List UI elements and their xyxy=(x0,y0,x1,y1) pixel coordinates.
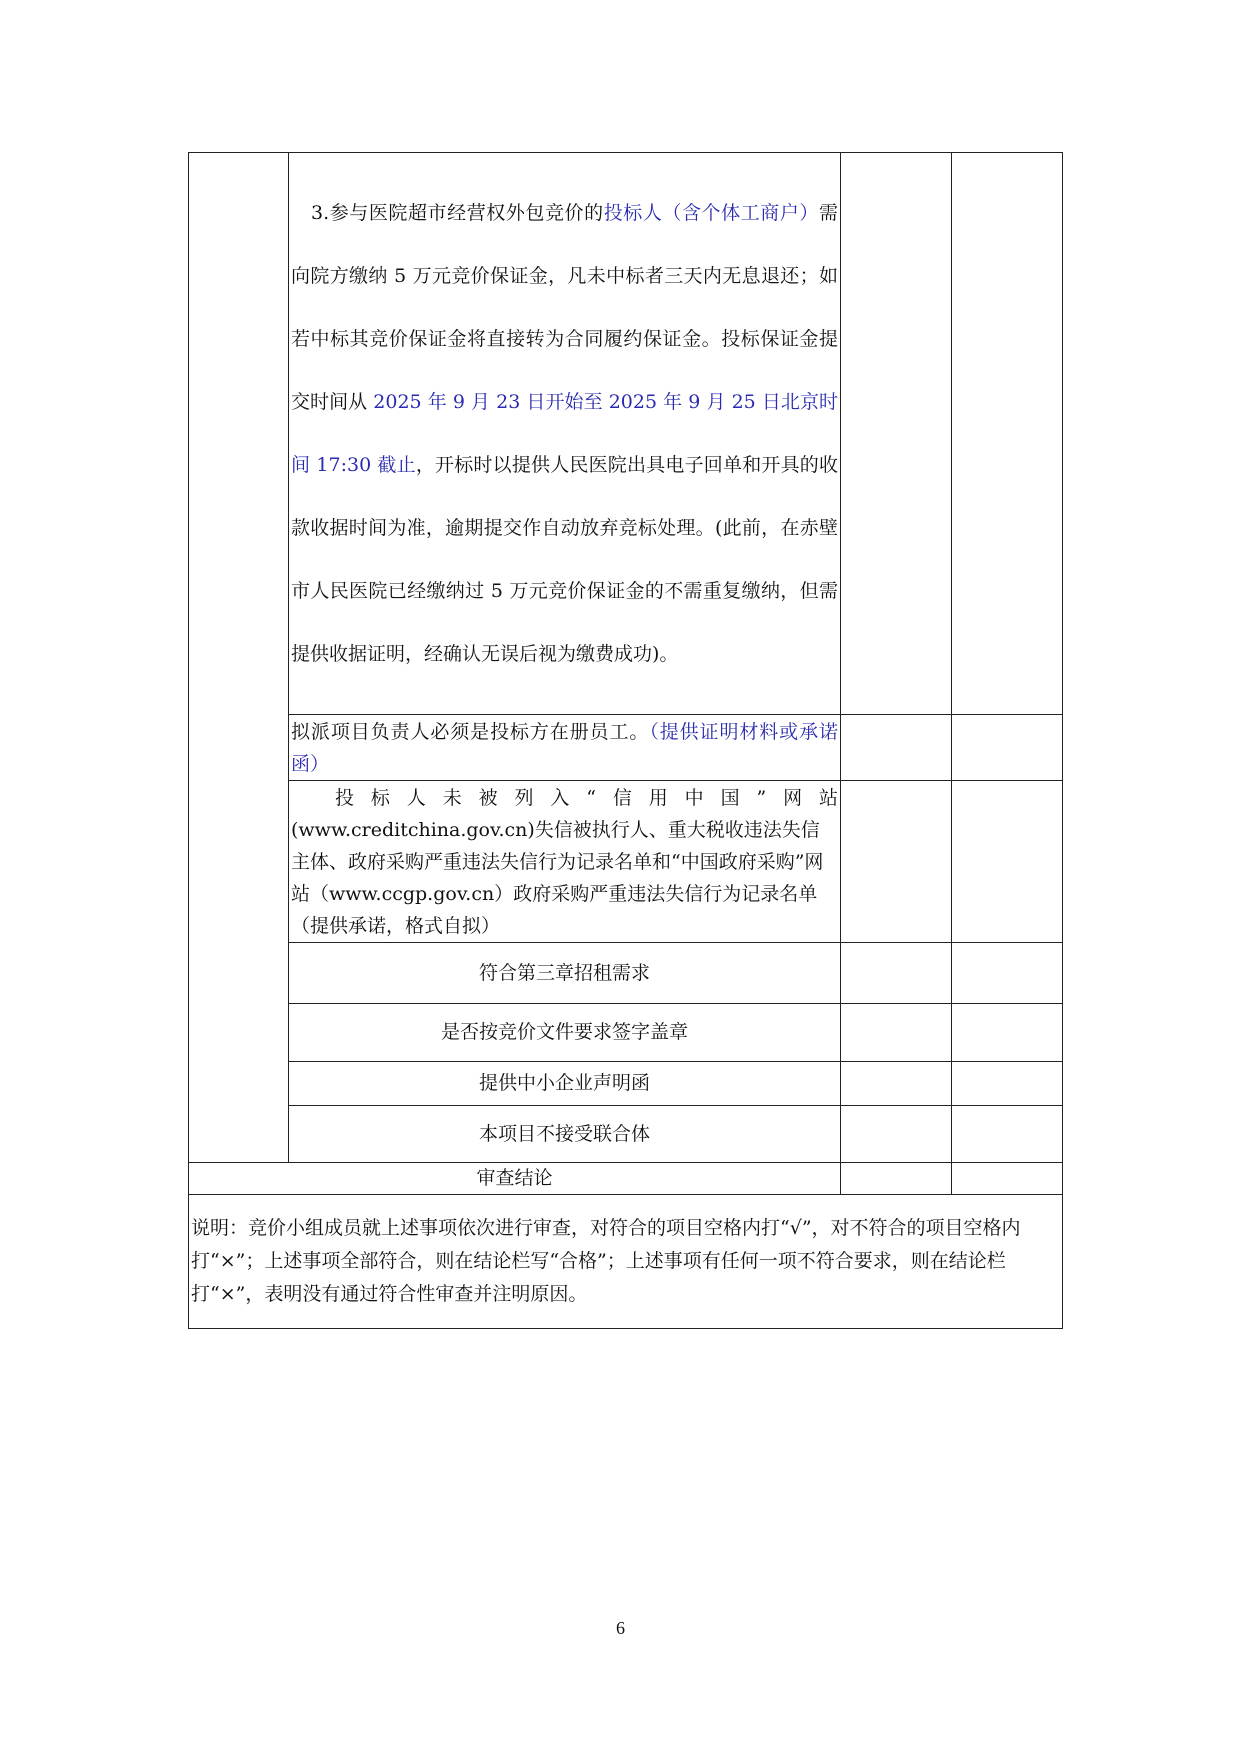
project-lead-requirement-cell xyxy=(289,715,841,781)
check-cell-b[interactable] xyxy=(952,943,1063,1004)
credit-record-rest: (www.creditchina.gov.cn)失信被执行人、重大税收违法失信主体、政府采购严重违法失信行为记录名单和“中国政府采购”网站（www.ccgp.gov.cn）政府采购严重违法失信行为记录名单（提供承诺，格式自拟） xyxy=(291,818,824,937)
credit-record-requirement-cell xyxy=(289,781,841,943)
deposit-text-3: 需向院方缴纳 5 万元竞价保证金，凡未中标者三天内无息退还；如若中标其竞价保证金将直接转为合同履约保证金。投标保证金提交时间从 xyxy=(291,201,838,413)
table-row xyxy=(189,781,1063,943)
check-cell-b[interactable] xyxy=(952,1004,1063,1062)
table-row xyxy=(189,153,1063,715)
deposit-text-1: 3.参与医院超市经营权外包竞价的 xyxy=(311,201,604,224)
requirement-label: 是否按竞价文件要求签字盖章 xyxy=(289,1004,841,1062)
note-row xyxy=(189,1195,1063,1329)
check-cell-a[interactable] xyxy=(841,1106,952,1163)
check-cell-b[interactable] xyxy=(952,781,1063,943)
conclusion-row xyxy=(189,1163,1063,1195)
table-row xyxy=(189,943,1063,1004)
check-cell-b[interactable] xyxy=(952,153,1063,715)
table-row xyxy=(189,1004,1063,1062)
deposit-text-4: 2025 年 9 月 23 日开始至 2025 年 9 月 25 日北京时间 17:30 截止 xyxy=(291,390,838,476)
project-lead-text-2: （提供证明材料或承诺函） xyxy=(291,720,838,775)
check-cell-a[interactable] xyxy=(841,781,952,943)
requirement-label: 符合第三章招租需求 xyxy=(289,943,841,1004)
credit-record-first-line: 投标人未被列入“信用中国”网站 xyxy=(335,786,838,809)
category-cell xyxy=(189,153,289,1163)
check-cell-b[interactable] xyxy=(952,715,1063,781)
check-cell-a[interactable] xyxy=(841,715,952,781)
check-cell-a[interactable] xyxy=(841,153,952,715)
deposit-text-5: ，开标时以提供人民医院出具电子回单和开具的收款收据时间为准，逾期提交作自动放弃竞标处理。(此前，在赤壁市人民医院已经缴纳过 5 万元竞价保证金的不需重复缴纳，但需提供收据证明，经确认无误后视为缴费成功)。 xyxy=(291,453,838,665)
check-cell-a[interactable] xyxy=(841,1004,952,1062)
check-cell-b[interactable] xyxy=(952,1106,1063,1163)
check-cell-a[interactable] xyxy=(841,943,952,1004)
conclusion-label: 审查结论 xyxy=(189,1163,841,1195)
deposit-requirement-cell xyxy=(289,153,841,715)
conclusion-cell-a[interactable] xyxy=(841,1163,952,1195)
table-row xyxy=(189,715,1063,781)
table-row xyxy=(189,1062,1063,1106)
deposit-text-2: 投标人（含个体工商户） xyxy=(603,201,819,224)
requirement-label: 本项目不接受联合体 xyxy=(289,1106,841,1163)
compliance-review-table xyxy=(188,152,1063,1329)
project-lead-text-1: 拟派项目负责人必须是投标方在册员工。 xyxy=(291,720,650,743)
check-cell-b[interactable] xyxy=(952,1062,1063,1106)
page-number: 6 xyxy=(616,1618,625,1638)
requirement-label: 提供中小企业声明函 xyxy=(289,1062,841,1106)
instructions-note: 说明：竞价小组成员就上述事项依次进行审查，对符合的项目空格内打“√”，对不符合的项目空格内打“×”；上述事项全部符合，则在结论栏写“合格”；上述事项有任何一项不符合要求，则在结论栏打“×”，表明没有通过符合性审查并注明原因。 xyxy=(189,1195,1063,1329)
conclusion-cell-b[interactable] xyxy=(952,1163,1063,1195)
table-row xyxy=(189,1106,1063,1163)
check-cell-a[interactable] xyxy=(841,1062,952,1106)
